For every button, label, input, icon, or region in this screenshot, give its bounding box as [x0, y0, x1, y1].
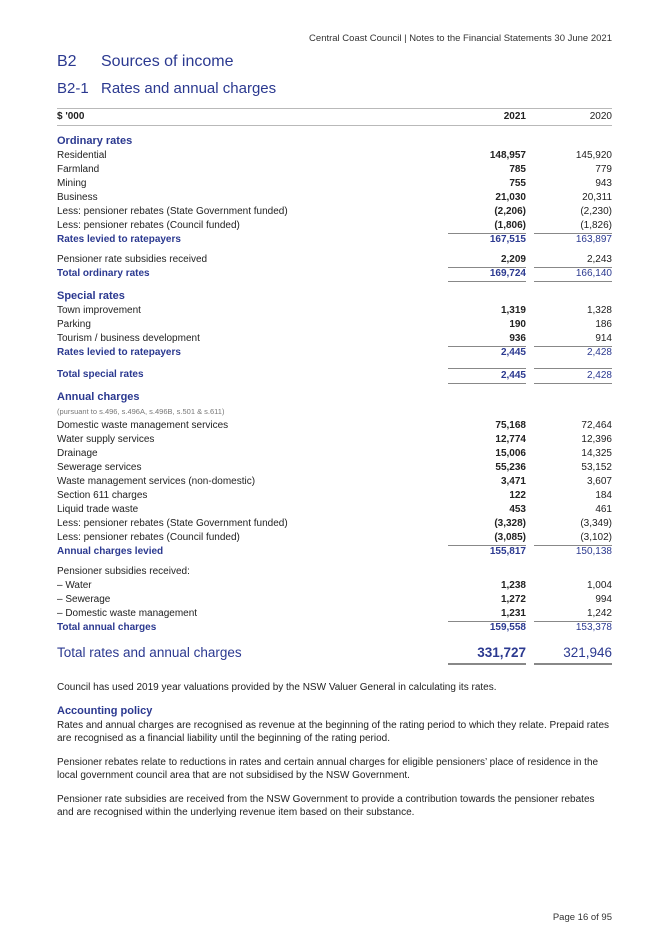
value-2020: 72,464	[581, 420, 612, 431]
column-header-row	[57, 108, 612, 126]
table-row	[57, 205, 612, 219]
value-2021: 1,272	[500, 594, 526, 605]
value-2020: (1,826)	[534, 219, 612, 234]
value-2021: (2,206)	[494, 206, 526, 217]
value-2021: (3,085)	[448, 531, 526, 546]
row-label: Less: pensioner rebates (State Government funded)	[57, 206, 288, 217]
table-row	[57, 593, 612, 607]
value-2020: 779	[595, 164, 612, 175]
row-label: Residential	[57, 150, 107, 161]
table-row	[57, 177, 612, 191]
value-2020: 461	[595, 504, 612, 515]
running-header: Central Coast Council | Notes to the Financial Statements 30 June 2021	[309, 33, 612, 44]
table-row	[57, 433, 612, 447]
value-2021: 21,030	[495, 192, 526, 203]
row-label: Section 611 charges	[57, 490, 148, 501]
policy-heading: Accounting policy	[57, 705, 153, 717]
row-label: Mining	[57, 178, 87, 189]
table-row: Annual charges levied 155,817 150,138	[57, 546, 612, 557]
notes-section	[57, 681, 612, 830]
grand-total-row: Total rates and annual charges 331,727 321,946	[57, 643, 612, 663]
table-row: Pensioner rate subsidies received 2,209 2,243	[57, 253, 612, 267]
value-2020: 1,242	[534, 607, 612, 622]
table-row	[57, 475, 612, 489]
table-row	[57, 219, 612, 233]
table-row	[57, 447, 612, 461]
value-2020: 20,311	[582, 192, 612, 203]
value-2021: 148,957	[489, 150, 526, 161]
value-2021: 936	[448, 332, 526, 347]
section-title	[57, 53, 234, 71]
table-row	[57, 489, 612, 503]
value-2021: 55,236	[495, 462, 526, 473]
value-2020: 943	[595, 178, 612, 189]
table-row	[57, 607, 612, 621]
value-2020: 12,396	[581, 434, 612, 445]
row-label: Domestic waste management services	[57, 420, 229, 431]
value-2021: 1,319	[500, 305, 526, 316]
value-2021: 453	[509, 504, 526, 515]
table-row: Total ordinary rates 169,724 166,140	[57, 267, 612, 281]
row-label: Tourism / business development	[57, 333, 200, 344]
table-row	[57, 163, 612, 177]
valuation-note: Council has used 2019 year valuations provided by the NSW Valuer General in calculating its rates.	[57, 682, 497, 693]
row-label: Town improvement	[57, 305, 141, 316]
table-row	[57, 579, 612, 593]
policy-paragraph: Pensioner rate subsidies are received from the NSW Government to provide a contribution towards the pensioner rebates and are recognised within the underlying revenue item based on their substance.	[57, 794, 595, 818]
value-2021: 12,774	[495, 434, 526, 445]
value-2020: (3,102)	[534, 531, 612, 546]
value-2020: 53,152	[581, 462, 612, 473]
value-2020: 3,607	[586, 476, 612, 487]
column-2020: 2020	[589, 111, 612, 122]
value-2020: 994	[595, 594, 612, 605]
row-label: Liquid trade waste	[57, 504, 139, 515]
page-number: Page 16 of 95	[552, 912, 612, 923]
value-2021: 122	[509, 490, 526, 501]
table-row: Rates levied to ratepayers 167,515 163,897	[57, 234, 612, 245]
row-label: Sewerage services	[57, 462, 142, 473]
value-2020: (3,349)	[580, 518, 612, 529]
value-2020: 914	[534, 332, 612, 347]
table-row	[57, 419, 612, 433]
row-label: Less: pensioner rebates (Council funded)	[57, 532, 240, 543]
value-2021: 75,168	[495, 420, 526, 431]
section-heading: Annual charges	[57, 391, 140, 403]
section-heading: Ordinary rates	[57, 135, 133, 147]
unit-label: $ '000	[57, 111, 85, 122]
table-row	[57, 517, 612, 531]
table-row	[57, 332, 612, 346]
table-row	[57, 191, 612, 205]
legislation-note: (pursuant to s.496, s.496A, s.496B, s.501 & s.611)	[57, 407, 225, 416]
row-label: Farmland	[57, 164, 100, 175]
table-row	[57, 461, 612, 475]
row-label: Drainage	[57, 448, 98, 459]
policy-paragraph: Pensioner rebates relate to reductions in rates and certain annual charges for eligible pensioners’ place of residence in the local government council area that are not subsidised by the NSW Government.	[57, 757, 599, 781]
value-2021: 15,006	[495, 448, 526, 459]
subsection-number: B2-1	[57, 80, 89, 97]
value-2021: 785	[509, 164, 526, 175]
column-2021: 2021	[503, 111, 526, 122]
value-2021: (3,328)	[494, 518, 526, 529]
row-label: Business	[57, 192, 98, 203]
value-2021: 190	[509, 319, 526, 330]
rates-table	[57, 108, 612, 663]
table-row: Pensioner subsidies received:	[57, 566, 190, 577]
row-label: Water supply services	[57, 434, 155, 445]
value-2020: (2,230)	[580, 206, 612, 217]
table-row	[57, 531, 612, 545]
table-row	[57, 318, 612, 332]
table-row	[57, 503, 612, 517]
value-2020: 14,325	[581, 448, 612, 459]
row-label: Less: pensioner rebates (State Government funded)	[57, 518, 288, 529]
row-label: – Domestic waste management	[57, 608, 198, 619]
row-label: Waste management services (non-domestic)	[57, 476, 256, 487]
value-2020: 1,004	[586, 580, 612, 591]
value-2021: 3,471	[500, 476, 526, 487]
value-2021: 1,231	[448, 607, 526, 622]
row-label: Parking	[57, 319, 91, 330]
value-2020: 1,328	[586, 305, 612, 316]
table-row: Total special rates 2,445 2,428	[57, 368, 612, 382]
section-title-text: Sources of income	[101, 53, 234, 70]
subsection-title	[57, 80, 276, 97]
value-2020: 145,920	[575, 150, 612, 161]
table-row	[57, 149, 612, 163]
row-label: Less: pensioner rebates (Council funded)	[57, 220, 240, 231]
section-heading: Special rates	[57, 290, 125, 302]
subsection-title-text: Rates and annual charges	[101, 80, 277, 97]
table-row	[57, 304, 612, 318]
table-row: Rates levied to ratepayers 2,445 2,428	[57, 347, 612, 358]
section-number: B2	[57, 53, 77, 70]
value-2021: 1,238	[500, 580, 526, 591]
value-2020: 186	[595, 319, 612, 330]
row-label: – Sewerage	[57, 594, 111, 605]
value-2020: 184	[595, 490, 612, 501]
row-label: – Water	[57, 580, 92, 591]
policy-paragraph: Rates and annual charges are recognised as revenue at the beginning of the rating period to which they relate. Prepaid rates are recognised as a financial liability until the beginning of the rating period.	[57, 720, 610, 744]
table-row: Total annual charges 159,558 153,378	[57, 622, 612, 633]
value-2021: 755	[509, 178, 526, 189]
value-2021: (1,806)	[448, 219, 526, 234]
